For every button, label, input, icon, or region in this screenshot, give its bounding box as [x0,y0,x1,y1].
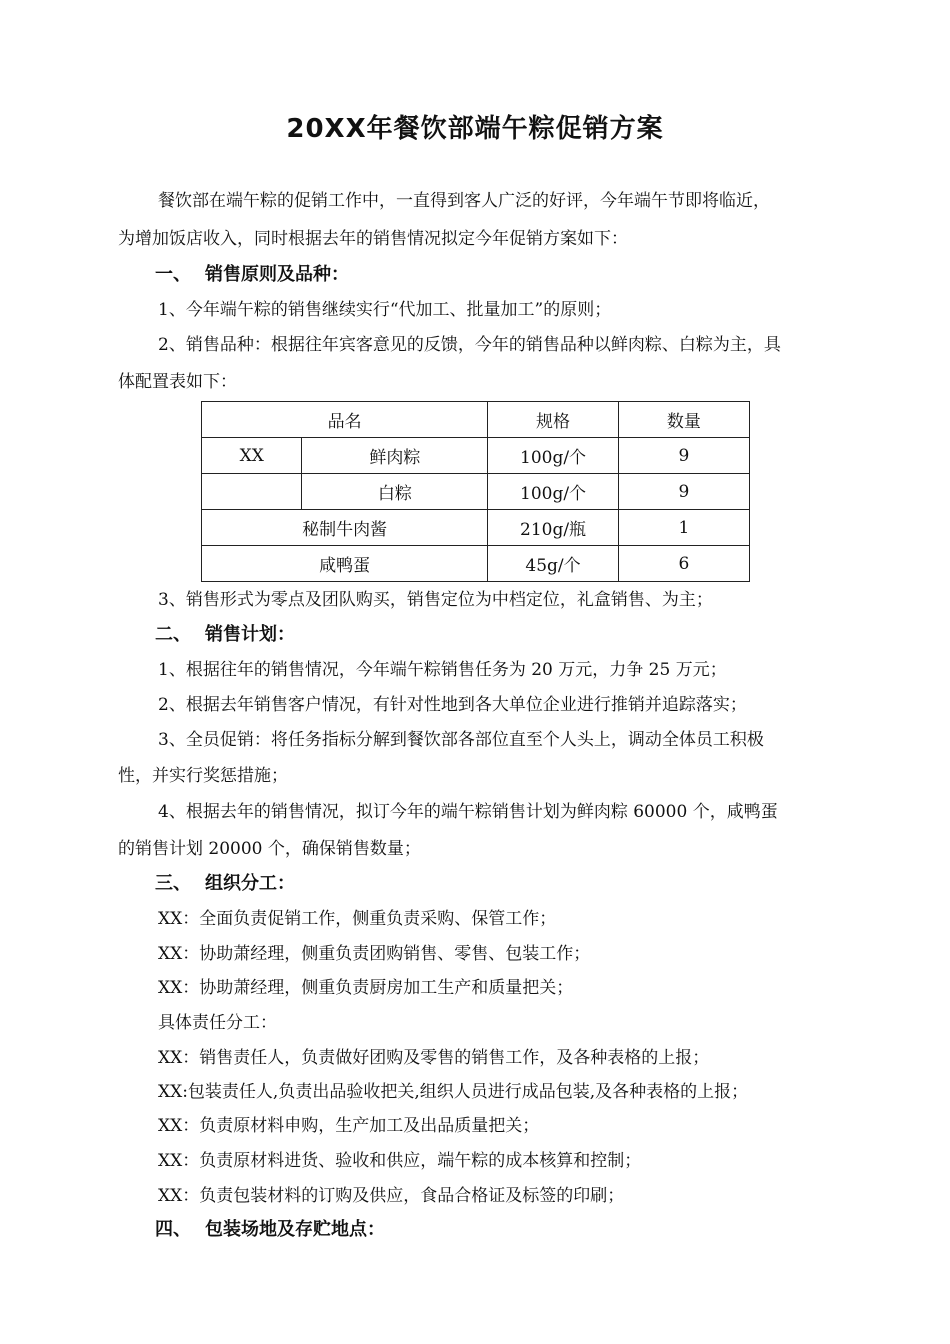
section-1-title: 销售原则及品种： [205,264,349,285]
section-3-heading [155,873,875,895]
page-title: 20XX年餐饮部端午粽促销方案 [286,114,664,144]
table-row [202,510,750,546]
table-cell-spec: 210g/瓶 [488,510,618,546]
table-cell-spec: 100g/个 [488,438,618,474]
table-cell-name: 鲜肉粽 [302,438,488,474]
section-2-item-4-line-1: 4、根据去年的销售情况，拟订今年的端午粽销售计划为鲜肉粽 60000 个，咸鸭蛋 [158,802,778,822]
section-3-line: XX：负责原材料进货、验收和供应，端午粽的成本核算和控制； [158,1151,642,1171]
section-3-line: XX：销售责任人，负责做好团购及零售的销售工作，及各种表格的上报； [158,1048,710,1068]
table-cell-spec: 45g/个 [488,546,618,582]
section-2-item-2: 2、根据去年销售客户情况，有针对性地到各大单位企业进行推销并追踪落实； [158,695,747,715]
table-cell-qty: 6 [618,546,749,582]
table-cell-qty: 9 [618,474,749,510]
section-3-line: XX：协助萧经理，侧重负责团购销售、零售、包装工作； [158,944,591,964]
section-4-title: 包装场地及存贮地点： [205,1219,385,1240]
section-2-heading [155,624,875,646]
section-3-line: XX：负责原材料申购，生产加工及出品质量把关； [158,1116,540,1136]
section-4-number: 四、 [155,1219,191,1240]
table-row [202,546,750,582]
section-2-item-3-line-1: 3、全员促销：将任务指标分解到餐饮部各部位直至个人头上，调动全体员工积极 [158,730,764,750]
section-3-line: XX:包装责任人,负责出品验收把关,组织人员进行成品包装,及各种表格的上报； [158,1082,749,1102]
table-cell-name: 秘制牛肉酱 [202,510,488,546]
section-1-item-3: 3、销售形式为零点及团队购买，销售定位为中档定位，礼盒销售、为主； [158,590,713,610]
table-cell-group [202,474,302,510]
table-cell-group: XX [202,438,302,474]
product-spec-table [201,401,750,582]
section-2-item-4-line-2: 的销售计划 20000 个，确保销售数量； [118,839,421,859]
table-cell-spec: 100g/个 [488,474,618,510]
table-cell-name: 白粽 [302,474,488,510]
table-cell-name: 咸鸭蛋 [202,546,488,582]
table-row [202,474,750,510]
section-3-line: XX：负责包装材料的订购及供应，食品合格证及标签的印刷； [158,1186,625,1206]
section-1-item-1: 1、今年端午粽的销售继续实行“代加工、批量加工”的原则； [158,300,612,320]
section-3-line: 具体责任分工： [158,1013,277,1033]
section-4-heading [155,1219,875,1241]
section-1-number: 一、 [155,264,191,285]
section-1-heading [155,264,875,286]
section-2-title: 销售计划： [205,624,295,645]
table-header-spec: 规格 [488,402,618,438]
section-2-item-3-line-2: 性，并实行奖惩措施； [118,766,288,786]
section-1-item-2-line-2: 体配置表如下： [118,372,237,392]
intro-line-2: 为增加饭店收入，同时根据去年的销售情况拟定今年促销方案如下： [118,229,628,249]
section-3-number: 三、 [155,873,191,894]
section-3-line: XX：全面负责促销工作，侧重负责采购、保管工作； [158,909,557,929]
table-cell-qty: 9 [618,438,749,474]
table-row [202,438,750,474]
table-header-name: 品名 [202,402,488,438]
table-cell-qty: 1 [618,510,749,546]
section-3-title: 组织分工： [205,873,295,894]
section-1-item-2-line-1: 2、销售品种：根据往年宾客意见的反馈，今年的销售品种以鲜肉粽、白粽为主，具 [158,335,781,355]
table-header-row [202,402,750,438]
section-2-number: 二、 [155,624,191,645]
section-3-line: XX：协助萧经理，侧重负责厨房加工生产和质量把关； [158,978,574,998]
section-2-item-1: 1、根据往年的销售情况，今年端午粽销售任务为 20 万元，力争 25 万元； [158,660,727,680]
table-header-qty: 数量 [618,402,749,438]
intro-line-1: 餐饮部在端午粽的促销工作中，一直得到客人广泛的好评，今年端午节即将临近， [158,191,770,211]
